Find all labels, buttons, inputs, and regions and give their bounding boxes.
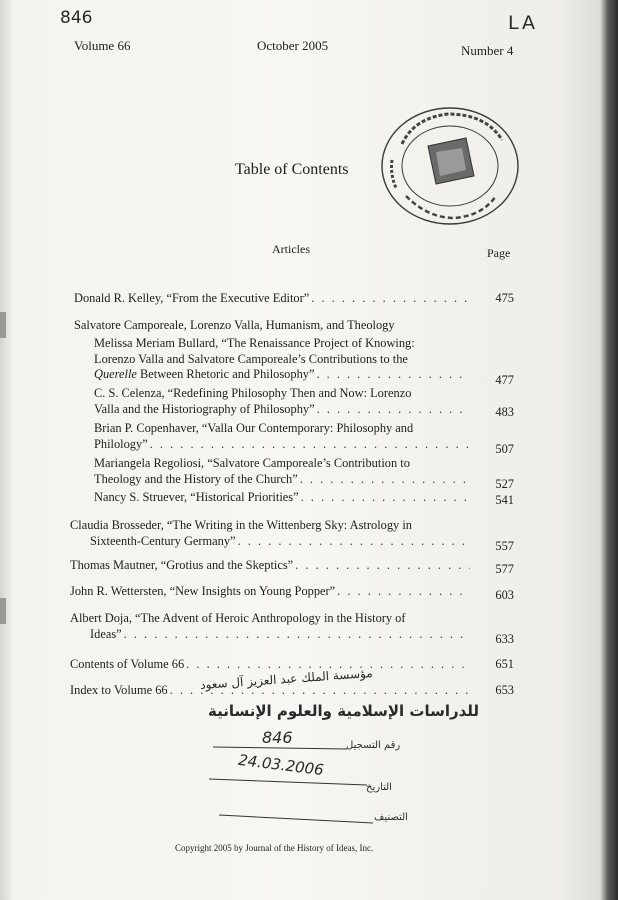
toc-entry <box>94 490 514 505</box>
copyright-notice: Copyright 2005 by Journal of the History of Ideas, Inc. <box>175 843 374 853</box>
toc-section-heading <box>74 318 514 333</box>
handwritten-note: LA <box>508 12 539 34</box>
entry-page: 527 <box>495 477 514 491</box>
entry-title-line: Philology” <box>94 437 148 451</box>
dot-leader <box>238 534 470 549</box>
dot-leader <box>301 490 470 505</box>
entry-title-line: Between Rhetoric and Philosophy” <box>136 367 315 381</box>
toc-entry <box>70 584 514 602</box>
toc-entry <box>94 421 514 456</box>
entry-title-line: Albert Doja, “The Advent of Heroic Anthropology in the History of <box>70 611 406 625</box>
toc-entry <box>70 657 514 672</box>
issue-number-label: Number 4 <box>461 43 514 58</box>
toc-entry <box>70 518 514 553</box>
entry-title-line: Valla and the Historiography of Philosophy” <box>94 402 315 416</box>
entry-page: 507 <box>495 442 514 456</box>
entry-page: 603 <box>495 588 514 602</box>
stamp-registration-label: رقم التسجيل <box>346 740 401 751</box>
stamp-classification-label: التصنيف <box>374 812 408 823</box>
binding-hole <box>0 598 6 624</box>
stamp-institution-line: للدراسات الإسلامية والعلوم الإنسانية <box>208 702 480 720</box>
entry-title-line: Ideas” <box>90 627 122 641</box>
entry-title-line: Mariangela Regoliosi, “Salvatore Camporeale’s Contribution to <box>94 456 410 470</box>
handwritten-note: 846 <box>60 8 93 28</box>
entry-title: Index to Volume 66 <box>70 683 168 697</box>
entry-title: Contents of Volume 66 <box>70 657 185 671</box>
entry-title-line: C. S. Celenza, “Redefining Philosophy Then and Now: Lorenzo <box>94 386 412 400</box>
stamp-registration-number: 846 <box>262 728 293 747</box>
stamp-institution-line: مؤسسة الملك عبد العزيز آل سعود <box>199 665 374 693</box>
entry-page: 475 <box>495 291 514 305</box>
articles-heading: Articles <box>272 242 310 256</box>
dot-leader <box>337 584 470 599</box>
toc-entry <box>74 291 514 306</box>
volume-label: Volume 66 <box>74 38 131 53</box>
stamp-date-value: 24.03.2006 <box>237 750 325 780</box>
entry-page: 651 <box>495 657 514 671</box>
entry-title: Salvatore Camporeale, Lorenzo Valla, Humanism, and Theology <box>74 318 395 332</box>
date-label: October 2005 <box>257 38 329 53</box>
dot-leader <box>316 367 470 382</box>
page-column-heading: Page <box>487 246 511 260</box>
entry-title: Thomas Mautner, “Grotius and the Skeptics” <box>70 558 294 572</box>
toc-title: Table of Contents <box>235 161 349 178</box>
entry-title: Donald R. Kelley, “From the Executive Editor” <box>74 291 310 305</box>
dot-leader <box>311 291 470 306</box>
toc-entry <box>94 336 514 387</box>
dot-leader <box>317 402 470 417</box>
entry-title-line: Melissa Meriam Bullard, “The Renaissance Project of Knowing: <box>94 336 415 350</box>
entry-page: 633 <box>495 632 514 646</box>
entry-page: 483 <box>495 405 514 419</box>
toc-entry <box>94 386 514 417</box>
entry-title: John R. Wettersten, “New Insights on Young Popper” <box>70 584 336 598</box>
binding-hole <box>0 312 6 338</box>
entry-title-line: Brian P. Copenhaver, “Valla Our Contemporary: Philosophy and <box>94 421 414 435</box>
entry-page: 541 <box>495 493 514 507</box>
dot-leader <box>124 627 470 642</box>
entry-title-line: Theology and the History of the Church” <box>94 472 298 486</box>
library-seal-stamp <box>378 104 528 232</box>
stamp-date-label: التاريخ <box>366 782 392 793</box>
dot-leader <box>150 437 470 452</box>
entry-title: Nancy S. Struever, “Historical Priorities” <box>94 490 299 504</box>
entry-title-italic: Querelle <box>94 367 137 381</box>
entry-page: 577 <box>495 562 514 576</box>
toc-entry <box>70 611 514 646</box>
entry-title-line: Claudia Brosseder, “The Writing in the Wittenberg Sky: Astrology in <box>70 518 412 532</box>
entry-title-line: Sixteenth-Century Germany” <box>90 534 236 548</box>
entry-page: 653 <box>495 683 514 697</box>
entry-title-line: Lorenzo Valla and Salvatore Camporeale’s Contributions to the <box>94 352 408 366</box>
entry-page: 557 <box>495 539 514 553</box>
dot-leader <box>295 558 470 573</box>
toc-entry <box>94 456 514 491</box>
dot-leader <box>300 472 470 487</box>
entry-page: 477 <box>495 373 514 387</box>
toc-entry <box>70 558 514 576</box>
